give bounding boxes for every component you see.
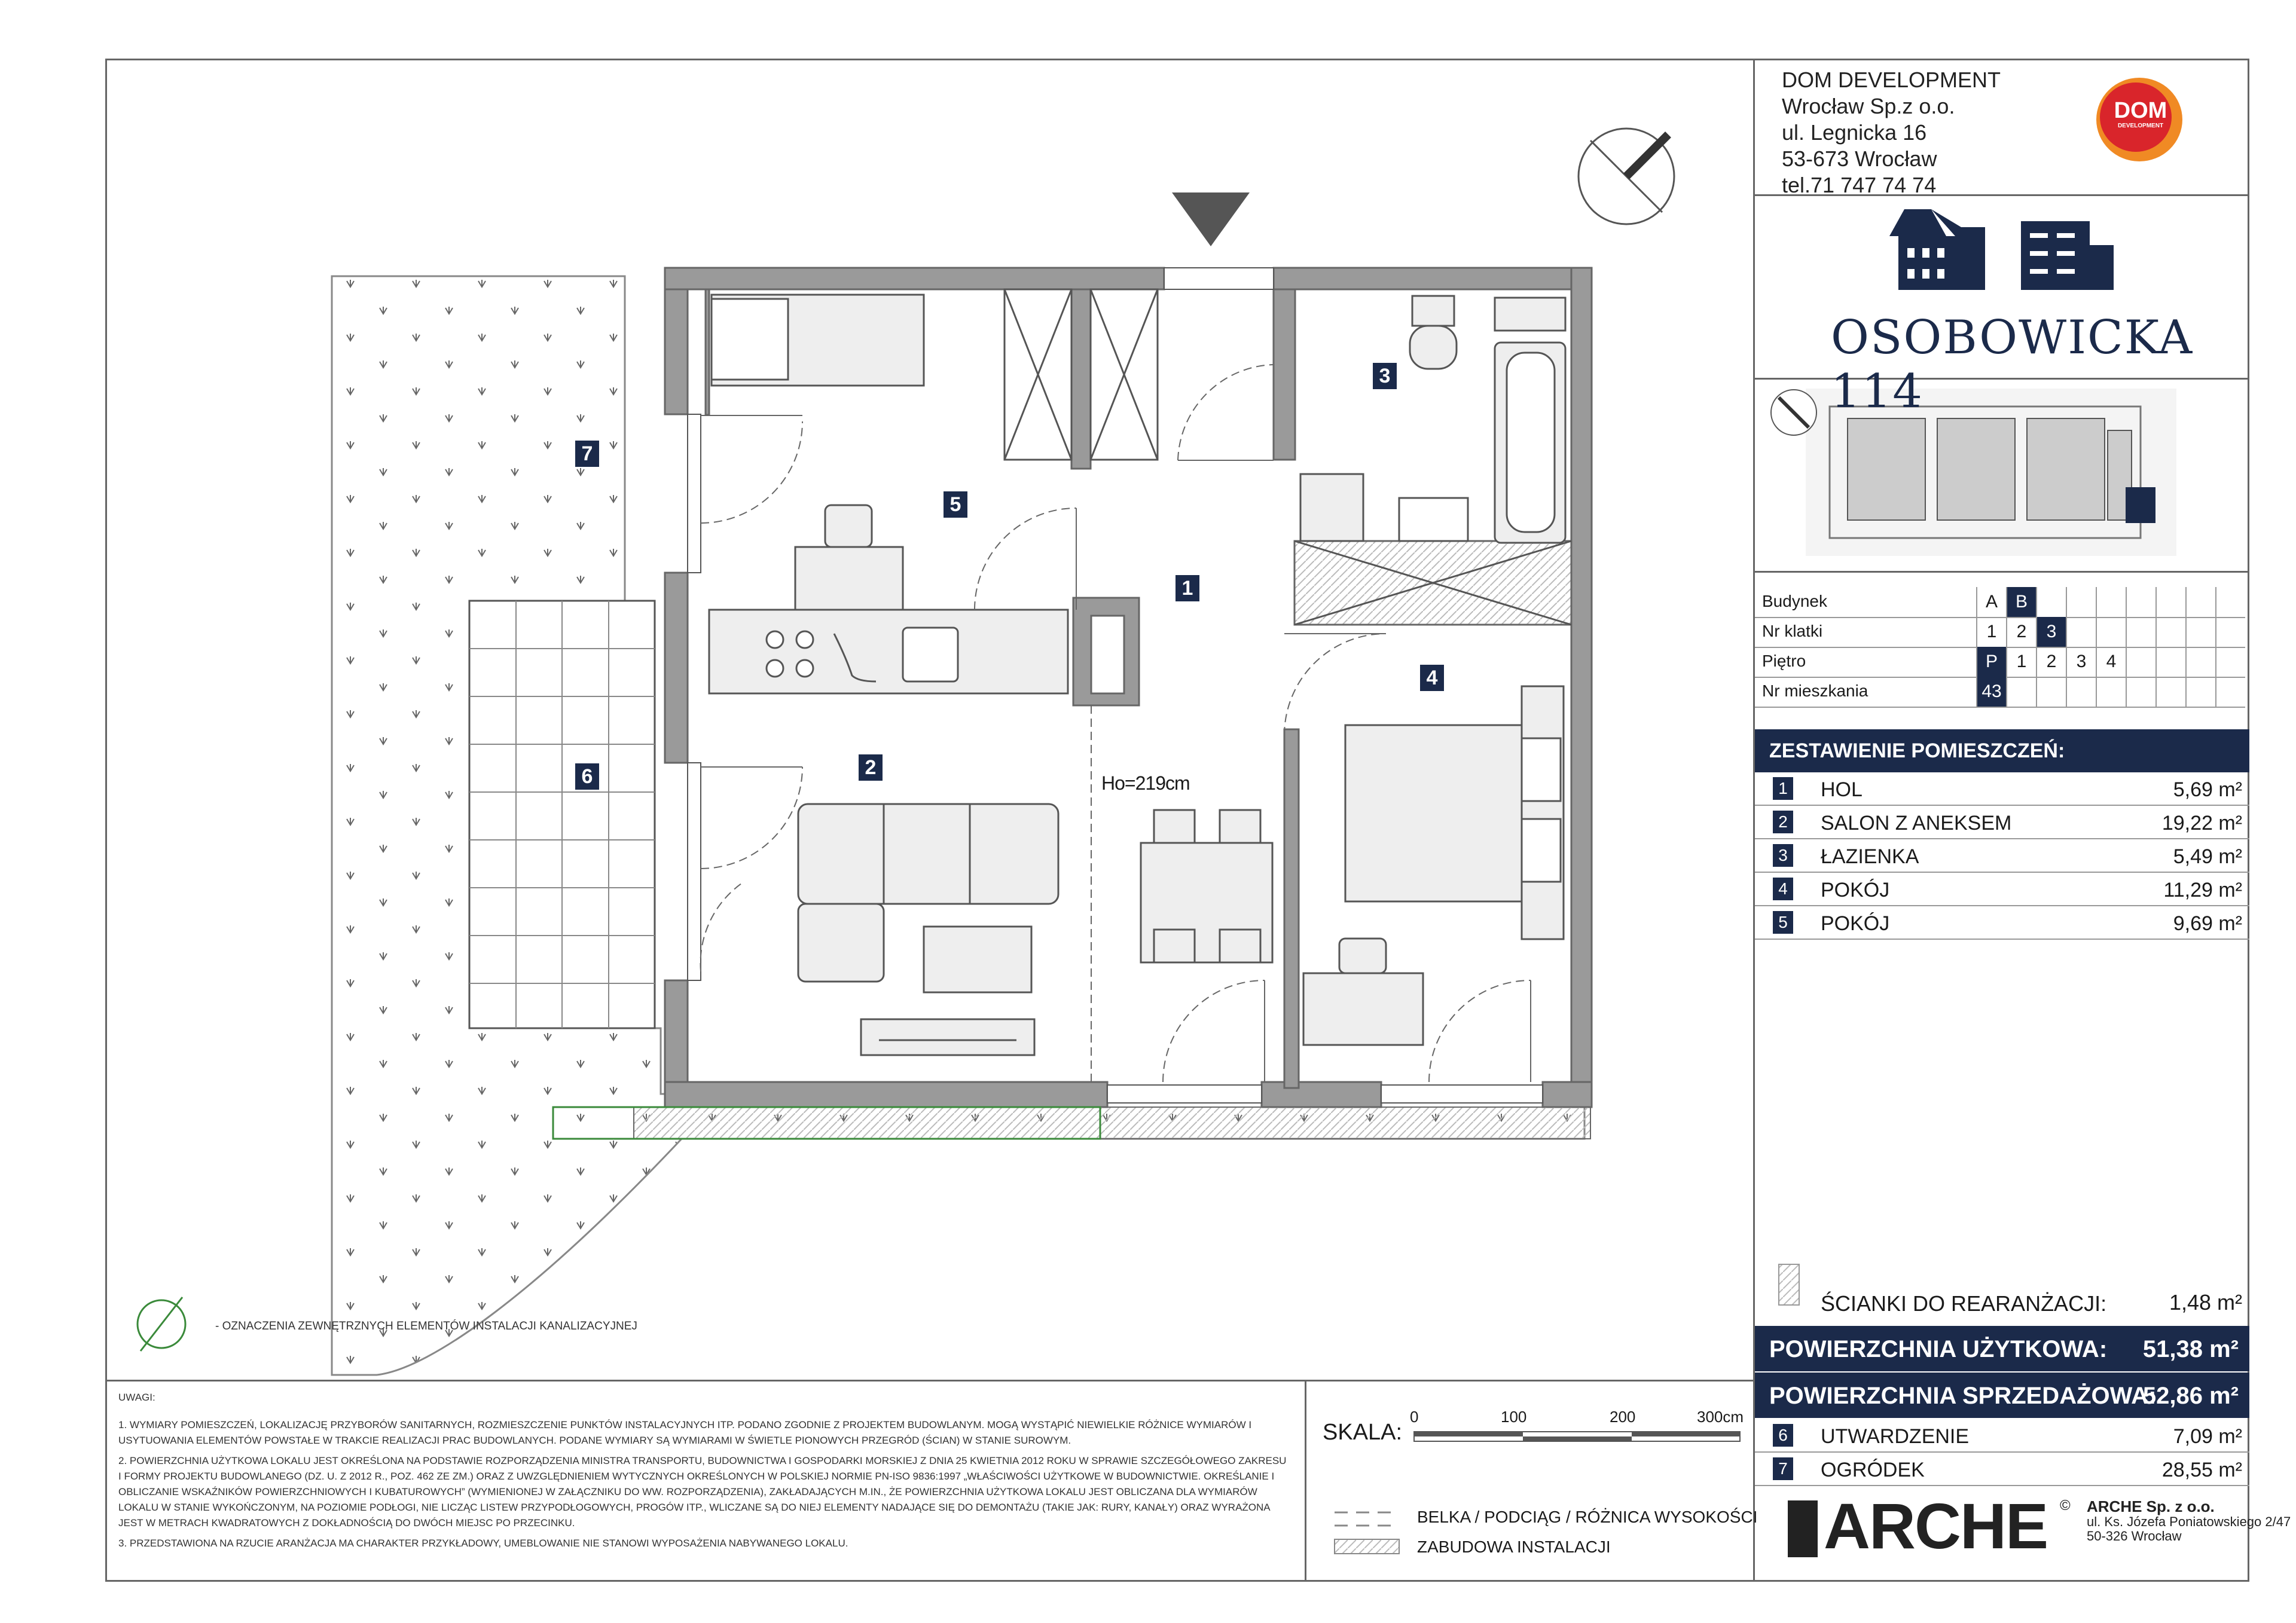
bedroom4-furniture [1303, 686, 1564, 1045]
empty-cell [2185, 617, 2215, 647]
architect-info [2087, 1499, 2291, 1543]
table-row [1755, 617, 2245, 648]
outdoor-name: UTWARDZENIE [1821, 1425, 1970, 1448]
developer-line-5: tel.71 747 74 74 [1782, 173, 1937, 197]
entrance-arrow-icon [1172, 192, 1250, 246]
room-row [1755, 906, 2249, 940]
usable-area-value: 51,38 m² [2142, 1336, 2239, 1362]
arche-reg-mark: © [2060, 1497, 2071, 1514]
outdoor-number: 7 [1773, 1457, 1793, 1480]
floor-3: 3 [2066, 647, 2096, 677]
room-label-2: 2 [859, 754, 883, 781]
empty-cell [2155, 677, 2185, 707]
rooms-title: ZESTAWIENIE POMIESZCZEŃ: [1755, 729, 2249, 772]
room-area: 5,49 m² [2173, 845, 2242, 868]
empty-cell [2096, 617, 2126, 647]
dom-logo-text: DOM DEVELOPMENT [2114, 98, 2167, 129]
row-label: Piętro [1762, 652, 1806, 670]
scale-label: SKALA: [1323, 1420, 1403, 1445]
empty-cell [2126, 647, 2155, 677]
floor-2: 2 [2036, 647, 2066, 677]
empty-cell [2036, 677, 2066, 707]
outdoor-name: OGRÓDEK [1821, 1459, 1925, 1481]
arche-logo-text: ARCHE [1824, 1490, 2048, 1562]
architect-name: ARCHE Sp. z o.o. [2087, 1497, 2215, 1515]
notes-heading: UWAGI: [118, 1392, 155, 1403]
usable-area-label: POWIERZCHNIA UŻYTKOWA: [1769, 1336, 2108, 1362]
empty-cell [2155, 647, 2185, 677]
ceiling-height-note: Ho=219cm [1101, 772, 1190, 794]
row-label: Budynek [1762, 592, 1827, 610]
table-row [1755, 647, 2245, 678]
developer-line-1: DOM DEVELOPMENT [1782, 68, 2001, 92]
empty-cell [2126, 617, 2155, 647]
developer-address [1782, 67, 2001, 198]
empty-cell [2126, 587, 2155, 617]
empty-cell [2006, 677, 2036, 707]
room-label-7: 7 [575, 441, 599, 467]
sale-area-label: POWIERZCHNIA SPRZEDAŻOWA: [1769, 1383, 2157, 1409]
outdoor-area: 28,55 m² [2161, 1459, 2242, 1481]
room-area: 5,69 m² [2173, 778, 2242, 801]
room-name: HOL [1821, 778, 1863, 801]
beam-legend-label: BELKA / PODCIĄG / RÓŻNICA WYSOKOŚCI [1417, 1508, 1758, 1526]
scale-tick-0: 0 [1410, 1408, 1419, 1426]
empty-cell [2066, 677, 2096, 707]
room-label-3: 3 [1373, 363, 1397, 389]
table-row [1755, 587, 2245, 618]
room-name: ŁAZIENKA [1821, 845, 1919, 868]
empty-cell [2096, 587, 2126, 617]
room-row [1755, 873, 2249, 906]
project-illustration [1889, 209, 2114, 290]
room-number: 1 [1773, 777, 1793, 800]
building-b: B [2006, 587, 2036, 617]
developer-line-2: Wrocław Sp.z o.o. [1782, 94, 1955, 118]
scale-tick-100: 100 [1501, 1408, 1527, 1426]
room-number: 3 [1773, 844, 1793, 867]
note-1: 1. WYMIARY POMIESZCZEŃ, LOKALIZACJĘ PRZYBORÓW SANITARNYCH, ROZMIESZCZENIE PUNKTÓW INSTALACYJNYCH ITP. PODANO ZGODNIE Z PROJEKTEM BUDOWLANYM. MOGĄ WYSTĄPIĆ NIEWIELKIE RÓŻNICE WYMIARÓW I USYTUOWANIA ELEMENTÓW POWSTAŁE W TRAKCIE REALIZACJI PRAC BUDOWLANYCH. PODANE WYMIARY SĄ WYMIARAMI W ŚWIETLE PIONOWYCH PRZEGRÓD (ŚCIAN) W STANIE SUROWYM. [118, 1419, 1252, 1446]
empty-cell [2066, 587, 2096, 617]
empty-cell [2066, 617, 2096, 647]
room-label-6: 6 [575, 763, 599, 790]
room-number: 2 [1773, 811, 1793, 833]
room-area: 9,69 m² [2173, 912, 2242, 935]
room-number: 5 [1773, 911, 1793, 934]
drain-note: - OZNACZENIA ZEWNĘTRZNYCH ELEMENTÓW INSTALACJI KANALIZACYJNEJ [215, 1320, 637, 1332]
empty-cell [2215, 647, 2245, 677]
room-area: 11,29 m² [2163, 879, 2242, 901]
room-row [1755, 806, 2249, 839]
empty-cell [2155, 617, 2185, 647]
living-furniture [798, 804, 1058, 1055]
scale-bar [1414, 1432, 1740, 1441]
outdoor-number: 6 [1773, 1424, 1793, 1447]
empty-cell [2185, 587, 2215, 617]
dining-set [1141, 810, 1272, 962]
rearrange-walls-row [1755, 1285, 2249, 1321]
architect-addr-2: 50-326 Wrocław [2087, 1529, 2182, 1543]
room-label-1: 1 [1176, 575, 1199, 601]
rearrange-walls-label: ŚCIANKI DO REARANŻACJI: [1821, 1291, 2107, 1316]
install-legend-icon [1335, 1539, 1399, 1554]
desk-room5 [795, 505, 903, 610]
outdoor-row [1755, 1453, 2249, 1486]
floor-4: 4 [2096, 647, 2126, 677]
rearrange-walls-area: 1,48 m² [2169, 1290, 2242, 1315]
scale-tick-200: 200 [1610, 1408, 1636, 1426]
note-3: 3. PRZEDSTAWIONA NA RZUCIE ARANŻACJA MA CHARAKTER PRZYKŁADOWY, UMEBLOWANIE NIE STANOWI WYPOSAŻENIA NABYWANEGO LOKALU. [118, 1538, 848, 1549]
project-name: OSOBOWICKA 114 [1831, 311, 2194, 418]
chimney-shaft [1091, 616, 1124, 693]
scale-tick-300: 300cm [1697, 1408, 1744, 1426]
notes-block [118, 1390, 1290, 1551]
developer-line-4: 53-673 Wrocław [1782, 146, 1937, 171]
sale-area-row [1755, 1373, 2249, 1418]
room-area: 19,22 m² [2161, 812, 2242, 835]
empty-cell [2215, 587, 2245, 617]
outdoor-row [1755, 1419, 2249, 1453]
building-a: A [1976, 587, 2006, 617]
row-label: Nr klatki [1762, 622, 1823, 640]
note-2: 2. POWIERZCHNIA UŻYTKOWA LOKALU JEST OKREŚLONA NA PODSTAWIE ROZPORZĄDZENIA MINISTRA TRANSPORTU, BUDOWNICTWA I GOSPODARKI MORSKIEJ Z DNIA 25 KWIETNIA 2012 ROKU W SPRAWIE SZCZEGÓŁOWEGO ZAKRESU I FORMY PROJEKTU BUDOWLANEGO (DZ. U. Z 2012 R., POZ. 462 ZE ZM.) ORAZ Z UWZGLĘDNIENIEM WYTYCZNYCH OKREŚLONYCH W POLSKIEJ NORMIE PN-ISO 9836:1997 „WŁAŚCIWOŚCI UŻYTKOWE W BUDOWNICTWIE. OKREŚLANIE I OBLICZANIE WSKAŹNIKÓW POWIERZCHNIOWYCH I KUBATUROWYCH” (WYMIENIONEJ W ZAŁĄCZNIKU DO WW. ROZPORZĄDZENIA), ZAKŁADAJĄCYCH M.IN., ŻE POWIERZCHNIA UŻYTKOWA LOKALU JEST OBLICZANA DLA WYMIARÓW LOKALU W STANIE WYKOŃCZONYM, NA POZIOMIE PODŁOGI, NIE LICZĄC LISTEW PRZYPODŁOGOWYCH, PROGÓW ITP., WLICZANE SĄ DO NIEJ ELEMENTY NADAJĄCE SIĘ DO DEMONTAŻU (TAKIE JAK: RURY, KANAŁY) ORAZ WYRAŻONA JEST W METRACH KWADRATOWYCH Z DOKŁADNOŚCIĄ DO DWÓCH MIEJSC PO PRZECINKU. [118, 1455, 1287, 1529]
empty-cell [2215, 677, 2245, 707]
terrace-strip [634, 1107, 1590, 1139]
empty-cell [2155, 587, 2185, 617]
room-number: 4 [1773, 878, 1793, 900]
room-label-4: 4 [1420, 665, 1444, 691]
room-name: SALON Z ANEKSEM [1821, 812, 2012, 835]
room-name: POKÓJ [1821, 912, 1890, 935]
kitchen-counter [709, 610, 1068, 693]
empty-cell [2096, 677, 2126, 707]
usable-area-row [1755, 1326, 2249, 1371]
empty-cell [2036, 587, 2066, 617]
room-name: POKÓJ [1821, 879, 1890, 901]
outdoor-area: 7,09 m² [2173, 1425, 2242, 1448]
room-label-5: 5 [944, 491, 967, 518]
drain-symbol-icon [138, 1297, 185, 1351]
architect-addr-1: ul. Ks. Józefa Poniatowskiego 2/47 [2087, 1514, 2291, 1529]
empty-cell [2185, 647, 2215, 677]
patio-area [469, 601, 655, 1028]
stair-1: 1 [1976, 617, 2006, 647]
room-row [1755, 839, 2249, 873]
floor-1: 1 [2006, 647, 2036, 677]
stair-2: 2 [2006, 617, 2036, 647]
empty-cell [2126, 677, 2155, 707]
row-label: Nr mieszkania [1762, 681, 1868, 700]
sale-area-value: 52,86 m² [2142, 1383, 2239, 1409]
apartment-number: 43 [1976, 677, 2006, 707]
developer-line-3: ul. Legnicka 16 [1782, 120, 1927, 145]
bathroom-fixtures [1300, 296, 1565, 543]
bed-room5 [712, 295, 924, 386]
north-compass-icon [1578, 129, 1674, 224]
install-legend-label: ZABUDOWA INSTALACJI [1417, 1538, 1611, 1556]
empty-cell [2185, 677, 2215, 707]
stair-3: 3 [2036, 617, 2066, 647]
table-row [1755, 677, 2245, 708]
arche-logo-icon [1788, 1500, 1818, 1557]
empty-cell [2215, 617, 2245, 647]
floor-p: P [1976, 647, 2006, 677]
room-row [1755, 772, 2249, 806]
